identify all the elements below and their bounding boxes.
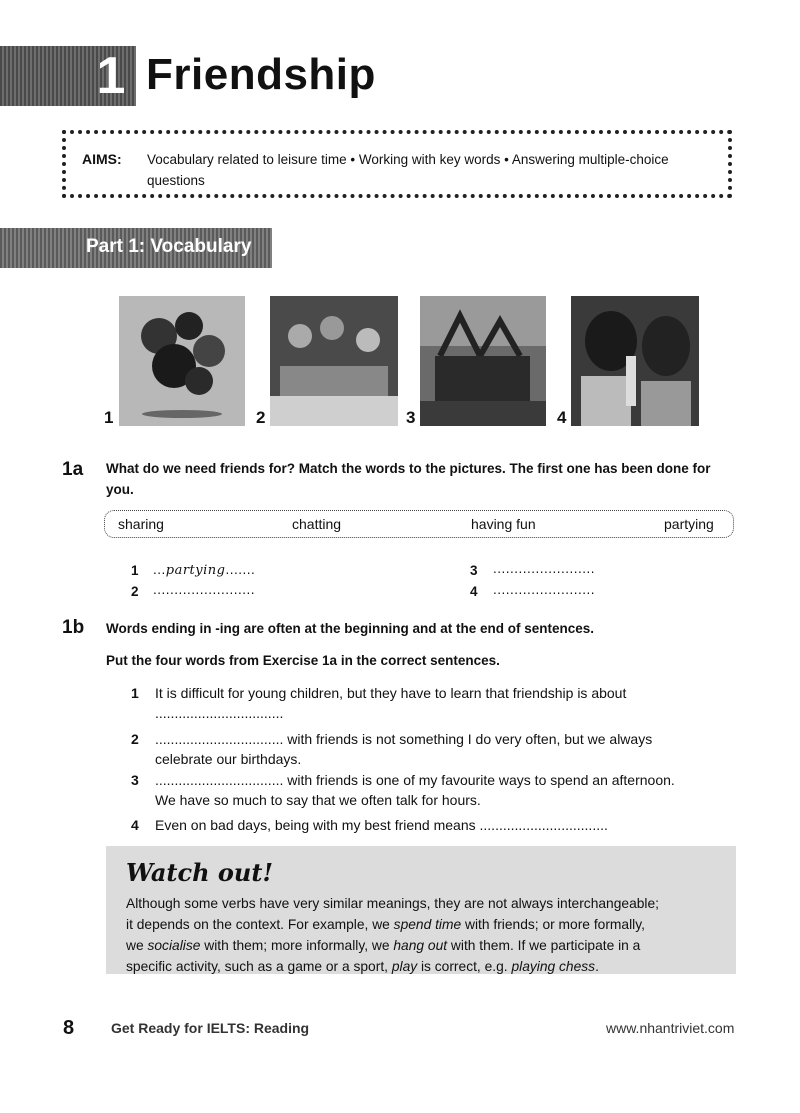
exercise-1b-instruction-2: Put the four words from Exercise 1a in the correct sentences. (106, 653, 500, 668)
word-box (104, 510, 734, 538)
picture-number-2: 2 (256, 408, 266, 427)
sentence-2 (155, 729, 735, 769)
answer-2-number: 2 (131, 584, 139, 599)
sentence-4-line-1: Even on bad days, being with my best friend means ................................. (155, 817, 608, 833)
word-sharing: sharing (118, 516, 164, 532)
watch-out-line-4: specific activity, such as a game or a sport, play is correct, e.g. playing chess. (126, 959, 599, 974)
word-having-fun: having fun (471, 516, 536, 532)
answer-1-handwritten: partying (165, 563, 226, 578)
sentence-1-line-1: It is difficult for young children, but they have to learn that friendship is about (155, 685, 627, 701)
part-title: Part 1: Vocabulary (86, 236, 252, 257)
having-fun-photo-icon (420, 296, 546, 426)
sentence-2-number: 2 (131, 731, 139, 747)
website-url[interactable]: www.nhantriviet.com (606, 1020, 735, 1036)
answer-1-dots: ... (153, 562, 166, 577)
picture-number-4: 4 (557, 408, 567, 427)
answer-3-field[interactable]: ........................ (493, 561, 596, 576)
sentence-3 (155, 770, 745, 810)
exercise-1b-number: 1b (62, 617, 85, 638)
answer-4-number: 4 (470, 584, 478, 599)
party-photo-icon (571, 296, 699, 426)
watch-out-title: Watch out! (126, 858, 273, 887)
answer-3-number: 3 (470, 563, 478, 578)
watch-out-text (126, 893, 726, 977)
sentence-4-number: 4 (131, 817, 139, 833)
picture-4 (571, 296, 699, 426)
picture-number-3: 3 (406, 408, 416, 427)
picture-1 (119, 296, 245, 426)
answer-1-number: 1 (131, 563, 139, 578)
sentence-1-number: 1 (131, 685, 139, 701)
sentence-1-blank[interactable]: ................................. (155, 705, 284, 721)
book-title: Get Ready for IELTS: Reading (111, 1020, 310, 1036)
exercise-1a-number: 1a (62, 459, 84, 480)
aims-label: AIMS: (82, 151, 122, 167)
word-chatting: chatting (292, 516, 342, 532)
answer-1-field[interactable] (153, 562, 255, 578)
picture-3 (420, 296, 546, 426)
sharing-photo-icon (119, 296, 245, 426)
chapter-number: 1 (96, 47, 126, 105)
answer-1-trail: ....... (225, 562, 256, 577)
sentence-2-line-1: ................................. with friends is not something I do very often, but we always (155, 731, 653, 747)
answer-2-field[interactable]: ........................ (153, 582, 256, 597)
sentence-1 (155, 683, 735, 723)
exercise-1b-instruction: Words ending in -ing are often at the beginning and at the end of sentences. (106, 621, 595, 636)
sentence-3-number: 3 (131, 772, 139, 788)
aims-text: Vocabulary related to leisure time • Working with key words • Answering multiple-choice questions (147, 152, 669, 188)
word-partying: partying (664, 516, 714, 532)
answer-4-field[interactable]: ........................ (493, 582, 596, 597)
sentence-2-line-2: celebrate our birthdays. (155, 751, 302, 767)
sentence-3-line-1: ................................. with friends is one of my favourite ways to spend an afternoon. (155, 772, 675, 788)
page-number: 8 (63, 1017, 75, 1039)
sentence-4 (155, 815, 735, 835)
exercise-1a-instruction: What do we need friends for? Match the words to the pictures. The first one has been done for you. (106, 461, 711, 497)
picture-number-1: 1 (104, 408, 114, 427)
sentence-3-line-2: We have so much to say that we often talk for hours. (155, 792, 481, 808)
watch-out-line-3: we socialise with them; more informally, we hang out with them. If we participate in a (126, 938, 641, 953)
watch-out-line-1: Although some verbs have very similar meanings, they are not always interchangeable; (126, 896, 659, 911)
group-photo-icon (270, 296, 398, 426)
watch-out-line-2: it depends on the context. For example, we spend time with friends; or more formally, (126, 917, 645, 932)
chapter-title: Friendship (146, 50, 376, 99)
picture-2 (270, 296, 398, 426)
